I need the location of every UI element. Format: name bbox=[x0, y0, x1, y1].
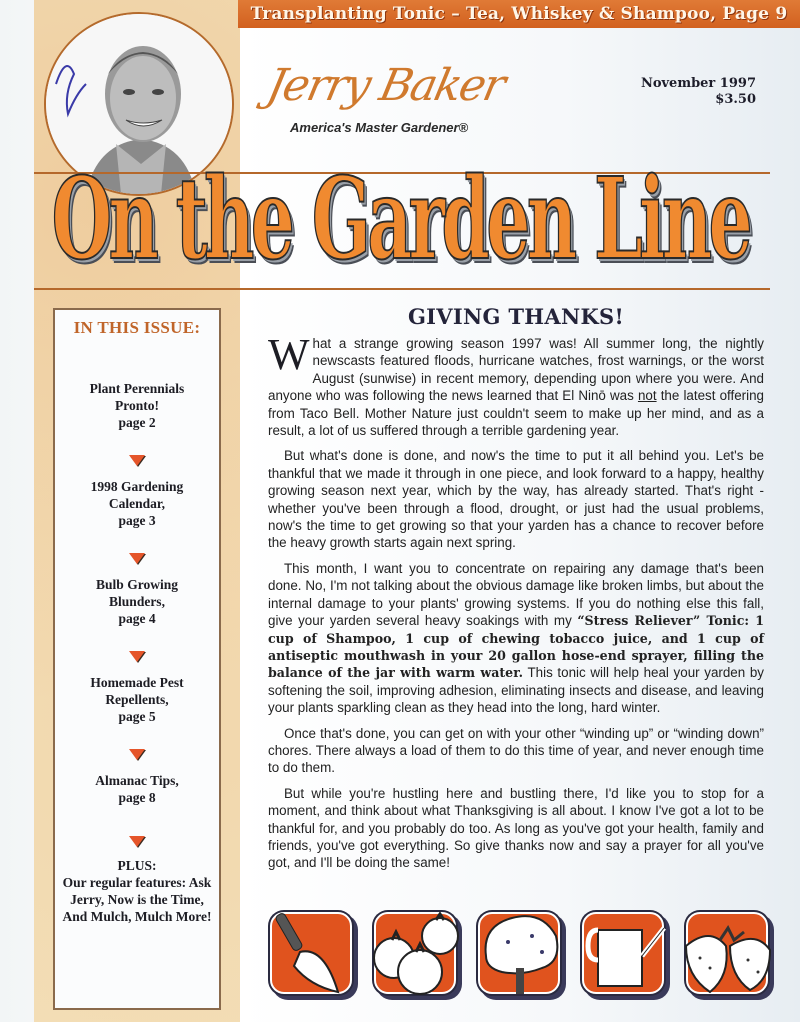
issue-item-page: page 3 bbox=[118, 513, 156, 528]
triangle-down-icon bbox=[129, 749, 145, 760]
issue-item-title: Plant Perennials Pronto! bbox=[89, 381, 185, 413]
underlined-word: not bbox=[637, 388, 657, 404]
arrow-divider bbox=[55, 553, 219, 564]
issue-item-page: page 5 bbox=[118, 709, 156, 724]
issue-price: $3.50 bbox=[715, 92, 756, 107]
in-this-issue-sidebar bbox=[53, 308, 221, 1010]
issue-item-title: Homemade Pest Repellents, bbox=[90, 675, 184, 707]
issue-item-page: page 2 bbox=[118, 415, 156, 430]
garden-icon-row bbox=[270, 908, 768, 1000]
issue-item[interactable] bbox=[55, 772, 219, 806]
triangle-down-icon bbox=[129, 455, 145, 466]
masthead bbox=[30, 140, 770, 285]
arrow-divider bbox=[55, 455, 219, 466]
paragraph-text: hat a strange growing season 1997 was! All summer long, the nightly newscasts featured floods, hurricane watches, frost warnings, or the worst August (sunwise) in recent memory, depending upon where you were. And anyone who was following the news learned that El Ninō was bbox=[268, 336, 764, 404]
article-paragraph bbox=[268, 560, 764, 717]
article-paragraph: But while you're hustling here and bustling there, I'd like you to stop for a moment, and think about what Thanksgiving is all about. I know I've got a lot to be thankful for, and you probably do too. As long as you've got your health, family and friends, you've got everything. So give thanks now and say a prayer for all you've got, and I'll be doing the same! bbox=[268, 785, 764, 871]
issue-item[interactable] bbox=[55, 576, 219, 627]
tree-icon bbox=[478, 912, 560, 994]
issue-item-page: page 4 bbox=[118, 611, 156, 626]
sidebar-heading: IN THIS ISSUE: bbox=[73, 318, 201, 337]
issue-item-title: Almanac Tips, bbox=[95, 773, 179, 788]
plus-features bbox=[55, 857, 219, 925]
issue-item[interactable] bbox=[55, 478, 219, 529]
banner-text: Transplanting Tonic – Tea, Whiskey & Shampoo, Page 9 bbox=[250, 4, 788, 24]
arrow-divider bbox=[55, 836, 219, 847]
issue-item[interactable] bbox=[55, 380, 219, 431]
article-paragraph: Once that's done, you can get on with your other “winding up” or “winding down” chores. There always a load of them to do this time of year, and never enough time to do them. bbox=[268, 725, 764, 776]
arrow-divider bbox=[55, 651, 219, 662]
tagline: America's Master Gardener® bbox=[290, 120, 469, 135]
paragraph-text: the latest offering from Taco Bell. Mother Nature just couldn't seem to make up her mind, and as a result, a lot of us suffered through a terrible gardening year. bbox=[268, 388, 764, 439]
article-title: GIVING THANKS! bbox=[407, 304, 625, 329]
issue-info bbox=[641, 76, 756, 108]
masthead-title: On the Garden Line bbox=[51, 154, 749, 285]
paragraph-text: This tonic will help heal your yarden by softening the soil, improving adhesion, eliminating insects and disease, and leaving your plants sparkling clean as they head into the long, hard winter. bbox=[268, 665, 764, 716]
triangle-down-icon bbox=[129, 651, 145, 662]
arrow-divider bbox=[55, 749, 219, 760]
issue-item-page: page 8 bbox=[118, 790, 156, 805]
issue-date: November 1997 bbox=[640, 76, 756, 91]
plus-text: Our regular features: Ask Jerry, Now is the Time, And Mulch, Mulch More! bbox=[62, 875, 212, 924]
signature: Jerry Baker bbox=[262, 60, 509, 111]
tonic-recipe: “Stress Reliever” Tonic: 1 cup of Shampoo, 1 cup of chewing tobacco juice, and 1 cup of antiseptic mouthwash in your 20 gallon hose-end sprayer, filling the balance of the jar with warm water. bbox=[268, 613, 764, 681]
top-banner bbox=[238, 0, 800, 28]
issue-item-title: Bulb Growing Blunders, bbox=[96, 577, 178, 609]
strawberries-icon bbox=[686, 912, 768, 994]
paragraph-text: This month, I want you to concentrate on repairing any damage that's been done. No, I'm not talking about the obvious damage like broken limbs, but about the internal damage to your plants' growing systems. If you do nothing else this fall, give your yarden several heavy soakings with my bbox=[268, 560, 764, 629]
triangle-down-icon bbox=[129, 553, 145, 564]
watering-can-icon bbox=[582, 912, 664, 994]
divider-rule bbox=[34, 288, 770, 290]
article-paragraph bbox=[268, 330, 764, 439]
article-paragraph: But what's done is done, and now's the time to put it all behind you. Let's be thankful that we made it through in one piece, and look forward to a happy, healthy growing season next year, which by the way, has already started. That's right - whether you've been through a flood, drought, or just had the usual problems, now's the time to get growing so that your yarden has a chance to recover before the heavy growth starts again next spring. bbox=[268, 448, 764, 551]
signature-block bbox=[262, 60, 562, 140]
issue-item[interactable] bbox=[55, 674, 219, 725]
trowel-icon bbox=[270, 912, 352, 994]
issue-item-title: 1998 Gardening Calendar, bbox=[90, 479, 184, 511]
article bbox=[268, 304, 764, 880]
drop-cap: W bbox=[268, 330, 310, 379]
tomatoes-icon bbox=[374, 912, 456, 994]
plus-label: PLUS: bbox=[117, 858, 157, 873]
triangle-down-icon bbox=[129, 836, 145, 847]
